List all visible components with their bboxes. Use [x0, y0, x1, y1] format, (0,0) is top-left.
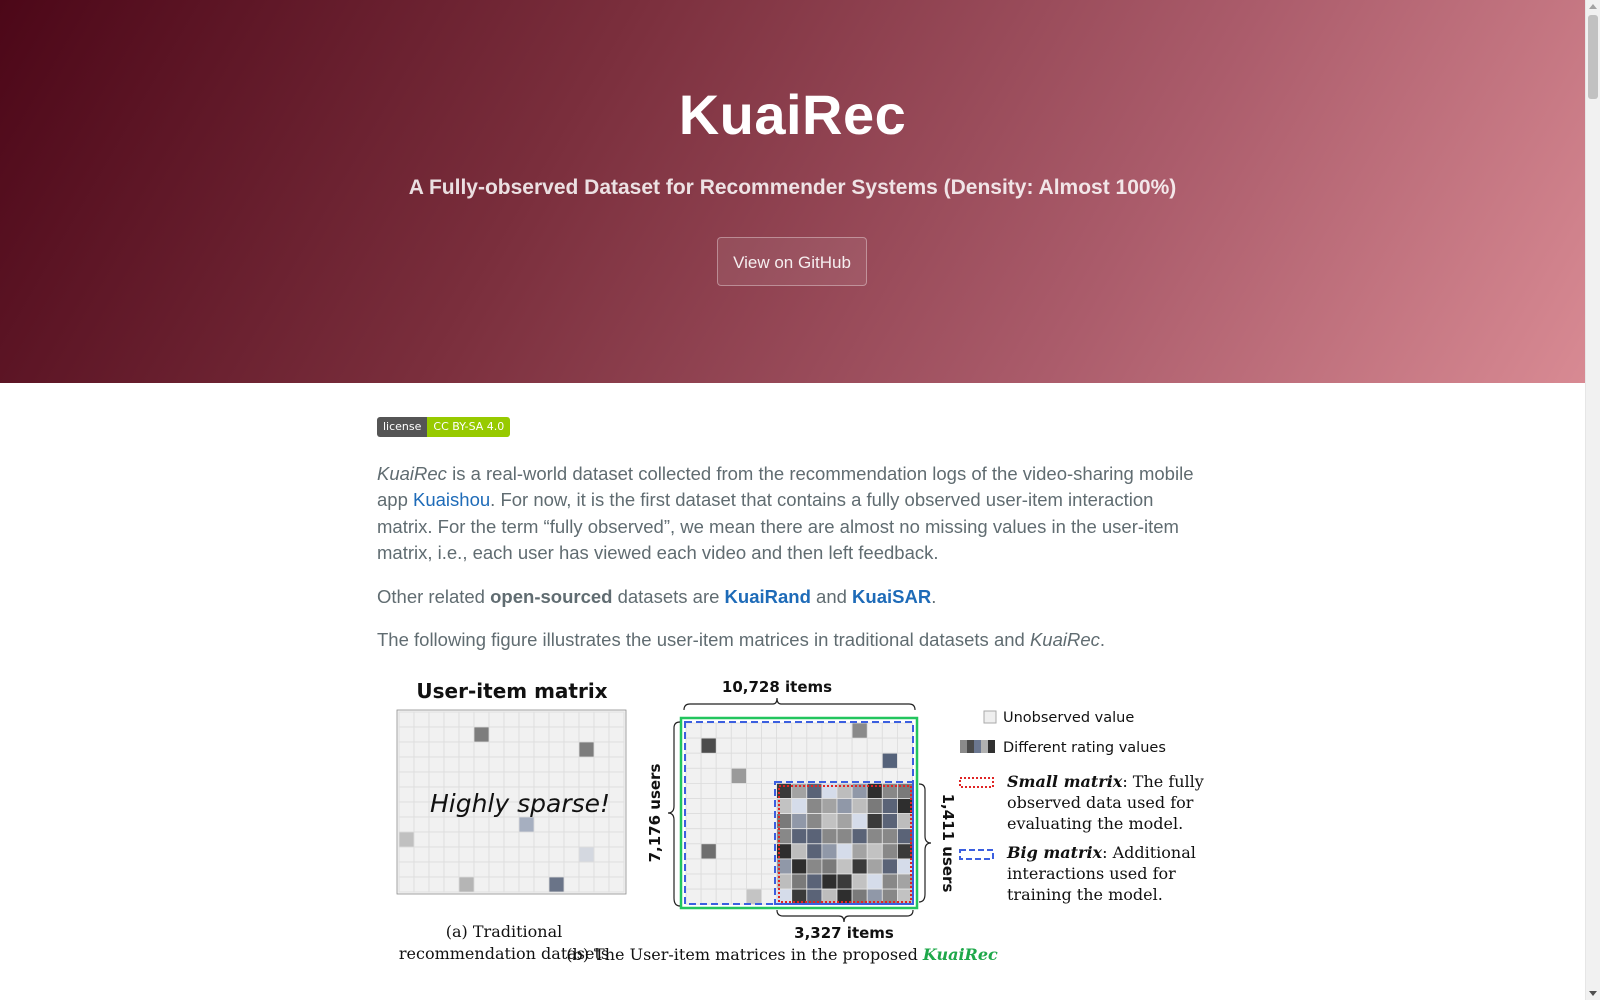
small-matrix-cell: [822, 814, 837, 829]
small-matrix-cell: [822, 799, 837, 814]
small-matrix-cell: [822, 844, 837, 859]
items-count-bottom-label: 3,327 items: [794, 924, 894, 942]
sparse-matrix-cell: [519, 817, 534, 832]
legend-big-line1: Big matrix: Additional: [1007, 843, 1196, 862]
small-matrix-cell: [837, 814, 852, 829]
sparse-matrix-cell: [474, 727, 489, 742]
small-matrix-cell: [807, 829, 822, 844]
small-matrix-cell: [852, 859, 867, 874]
small-matrix-cell: [837, 799, 852, 814]
panel-a-title: User-item matrix: [416, 679, 608, 703]
small-matrix-cell: [807, 844, 822, 859]
right-brace: [919, 784, 931, 902]
legend-small-line2: observed data used for: [1007, 793, 1194, 812]
big-matrix-grid: [686, 723, 913, 904]
legend-unobserved: Unobserved value: [1003, 710, 1135, 726]
small-matrix-cell: [867, 859, 882, 874]
big-matrix-cell: [852, 723, 867, 738]
small-matrix-cell: [867, 844, 882, 859]
small-matrix-cell: [807, 859, 822, 874]
small-matrix-cell: [882, 799, 897, 814]
caption-a-line2: recommendation datasets: [398, 944, 610, 963]
project-title: KuaiRec: [678, 83, 907, 146]
big-matrix-cell: [701, 738, 716, 753]
badge-value: CC BY-SA 4.0: [427, 417, 510, 437]
view-on-github-button[interactable]: View on GitHub: [717, 237, 867, 286]
legend-big-line2: interactions used for: [1007, 864, 1176, 883]
small-matrix-cell: [882, 814, 897, 829]
users-count-left-label: 7,176 users: [646, 763, 664, 863]
related-datasets-paragraph: Other related open-sourced datasets are KuaiRand and KuaiSAR.: [377, 585, 937, 607]
small-matrix-cell: [882, 844, 897, 859]
small-matrix-cell: [882, 859, 897, 874]
kuaishou-link[interactable]: Kuaishou: [413, 489, 491, 510]
small-matrix-cell: [792, 859, 807, 874]
legend-small-line1: Small matrix: The fully: [1007, 772, 1204, 791]
small-matrix-cell: [837, 829, 852, 844]
small-matrix-cell: [852, 874, 867, 889]
small-matrix-cell: [792, 829, 807, 844]
user-item-matrix-figure: [377, 676, 1207, 976]
highly-sparse-label: Highly sparse!: [429, 789, 611, 818]
sparse-matrix-cell: [579, 742, 594, 757]
figure-intro-paragraph: The following figure illustrates the user-item matrices in traditional datasets and KuaiRec.: [377, 629, 1106, 650]
small-matrix-cell: [882, 874, 897, 889]
bottom-brace: [777, 910, 913, 922]
small-matrix-cell: [792, 799, 807, 814]
scrollbar-thumb[interactable]: [1588, 15, 1598, 99]
kuairand-link[interactable]: KuaiRand: [724, 585, 811, 607]
big-matrix-cell: [746, 889, 761, 904]
small-matrix-cell: [867, 829, 882, 844]
big-matrix-cell: [882, 753, 897, 768]
small-matrix-cell: [807, 874, 822, 889]
dataset-name: KuaiRec: [377, 462, 447, 484]
open-sourced-text: open-sourced: [490, 585, 613, 607]
small-matrix-swatch-icon: [960, 778, 993, 787]
small-matrix-cell: [852, 814, 867, 829]
sparse-matrix-cell: [399, 832, 414, 847]
small-matrix-cell: [822, 829, 837, 844]
legend-ratings: Different rating values: [1003, 740, 1166, 756]
users-count-right-label: 1,411 users: [939, 793, 957, 893]
kuaisar-link[interactable]: KuaiSAR: [852, 585, 932, 607]
caption-a-line1: (a) Traditional: [445, 922, 563, 941]
small-matrix-cell: [792, 844, 807, 859]
small-matrix-cell: [837, 874, 852, 889]
small-matrix-cell: [837, 859, 852, 874]
main-content: [377, 411, 1197, 671]
big-matrix-cell: [701, 844, 716, 859]
intro-paragraph: KuaiRec is a real-world dataset collected from the recommendation logs of the video-sharing mobile app Kuaishou. For now, it is the first dataset that contains a fully observed user-item interaction matrix. For the term “fully observed”, we mean there are almost no missing values in the user-item matrix, i.e., each user has viewed each video and then left feedback.: [377, 462, 1194, 563]
small-matrix-cell: [822, 859, 837, 874]
small-matrix-cell: [867, 874, 882, 889]
sparse-matrix-cell: [459, 877, 474, 892]
caption-b: (b) The User-item matrices in the proposed KuaiRec: [566, 945, 998, 964]
page-header: [0, 0, 1585, 383]
license-badge[interactable]: [377, 417, 510, 437]
project-tagline: A Fully-observed Dataset for Recommender Systems (Density: Almost 100%): [408, 176, 1177, 199]
vertical-scrollbar[interactable]: [1585, 0, 1600, 1000]
items-count-top-label: 10,728 items: [721, 678, 833, 696]
sparse-matrix-cell: [549, 877, 564, 892]
small-matrix-cell: [807, 799, 822, 814]
unobserved-swatch-icon: [984, 711, 996, 723]
small-matrix-cell: [852, 844, 867, 859]
small-matrix-cell: [807, 814, 822, 829]
badge-label: license: [377, 417, 427, 437]
rating-swatch-icon: [960, 740, 995, 753]
left-brace: [668, 722, 680, 906]
small-matrix-cell: [882, 829, 897, 844]
scroll-down-arrow-icon[interactable]: [1589, 991, 1597, 996]
small-matrix-cell: [852, 799, 867, 814]
scroll-up-arrow-icon[interactable]: [1589, 4, 1597, 9]
small-matrix-cell: [867, 799, 882, 814]
small-matrix-cell: [852, 829, 867, 844]
small-matrix-cell: [867, 814, 882, 829]
top-brace: [684, 698, 915, 710]
legend-small-line3: evaluating the model.: [1007, 814, 1184, 833]
big-matrix-swatch-icon: [960, 850, 993, 859]
small-matrix-cell: [792, 814, 807, 829]
small-matrix-cell: [792, 874, 807, 889]
small-matrix-cell: [837, 844, 852, 859]
big-matrix-cell: [731, 768, 746, 783]
small-matrix-cell: [822, 874, 837, 889]
sparse-matrix-cell: [579, 847, 594, 862]
legend-big-line3: training the model.: [1007, 885, 1163, 904]
